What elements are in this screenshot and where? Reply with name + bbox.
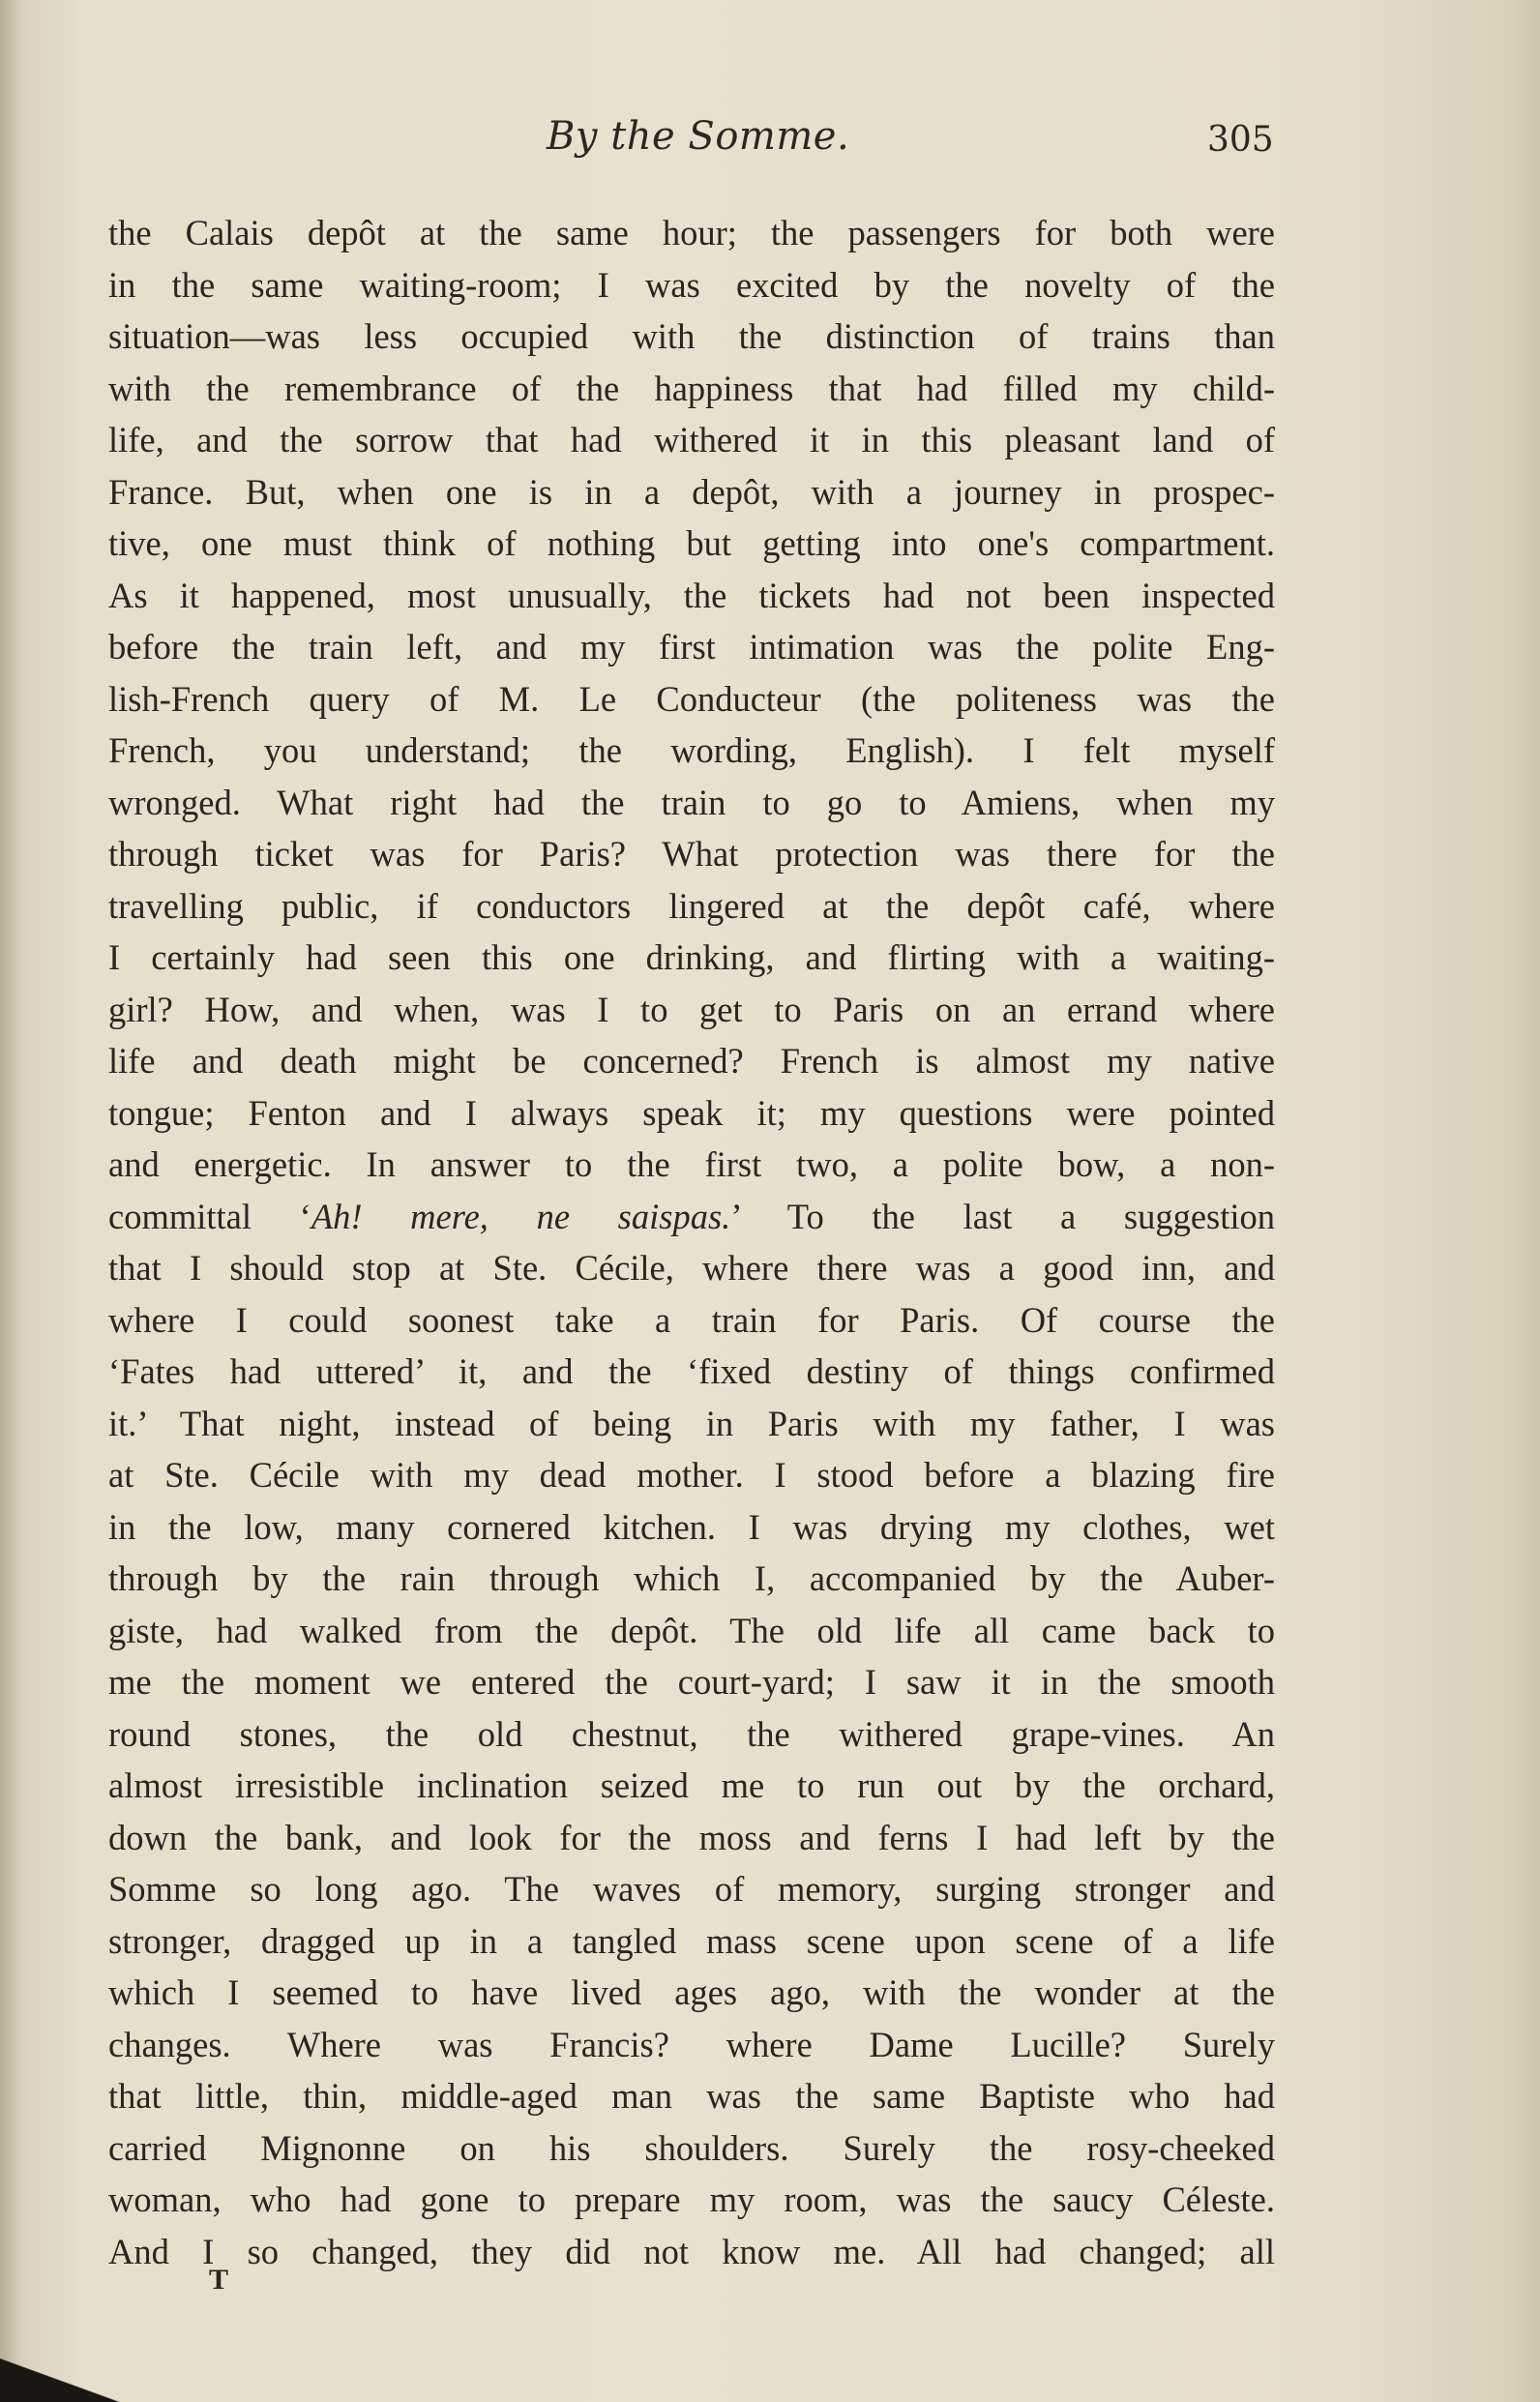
running-title: By the Somme.: [547, 114, 850, 159]
text-line: where I could soonest take a train for Paris. Of course the: [108, 1299, 1275, 1340]
text-line: the Calais depôt at the same hour; the passengers for both were: [108, 213, 1275, 252]
signature-mark: T: [209, 2264, 229, 2296]
text-line: at Ste. Cécile with my dead mother. I stood before a blazing fire: [108, 1455, 1275, 1495]
text-line: tive, one must think of nothing but getting into one's compartment.: [108, 523, 1275, 563]
text-line: As it happened, most unusually, the tickets had not been inspected: [108, 575, 1275, 615]
text-line: through ticket was for Paris? What protection was there for the: [108, 834, 1275, 874]
text-line: through by the rain through which I, accompanied by the Auber-: [108, 1558, 1275, 1598]
page-number: 305: [1207, 120, 1274, 160]
text-line: committal ‘Ah! mere, ne saispas.’ To the last a suggestion: [108, 1196, 1275, 1236]
text-line: travelling public, if conductors lingered at the depôt café, where: [108, 885, 1275, 926]
text-line: in the low, many cornered kitchen. I was drying my clothes, wet: [108, 1506, 1275, 1547]
text-line: life, and the sorrow that had withered it in this pleasant land of: [108, 420, 1275, 460]
text-line: girl? How, and when, was I to get to Paris on an errand where: [108, 989, 1275, 1029]
text-line: French, you understand; the wording, English). I felt myself: [108, 730, 1275, 770]
text-line: me the moment we entered the court-yard; I saw it in the smooth: [108, 1662, 1275, 1702]
text-line: life and death might be concerned? French is almost my native: [108, 1041, 1275, 1081]
running-head: [0, 114, 1540, 172]
text-line: stronger, dragged up in a tangled mass scene upon scene of a life: [108, 1920, 1275, 1961]
text-line: lish-French query of M. Le Conducteur (the politeness was the: [108, 678, 1275, 719]
text-line: that I should stop at Ste. Cécile, where there was a good inn, and: [108, 1248, 1275, 1288]
text-line: in the same waiting-room; I was excited by the novelty of the: [108, 264, 1275, 305]
text-line: down the bank, and look for the moss and ferns I had left by the: [108, 1817, 1275, 1857]
text-line: changes. Where was Francis? where Dame Lucille? Surely: [108, 2024, 1275, 2064]
italic-phrase: Ah! mere, ne saispas.: [311, 1196, 731, 1236]
text-line: ‘Fates had uttered’ it, and the ‘fixed destiny of things confirmed: [108, 1351, 1275, 1391]
text-line: almost irresistible inclination seized me to run out by the orchard,: [108, 1765, 1275, 1805]
text-line: I certainly had seen this one drinking, and flirting with a waiting-: [108, 937, 1275, 977]
gutter-shadow: [0, 0, 17, 2402]
text-line: that little, thin, middle-aged man was the same Baptiste who had: [108, 2076, 1275, 2116]
text-line: tongue; Fenton and I always speak it; my questions were pointed: [108, 1092, 1275, 1133]
text-line: France. But, when one is in a depôt, with a journey in prospec-: [108, 471, 1275, 512]
text-line: Somme so long ago. The waves of memory, surging stronger and: [108, 1869, 1275, 1909]
text-line: situation—was less occupied with the distinction of trains than: [108, 316, 1275, 356]
text-line: and energetic. In answer to the first two, a polite bow, a non-: [108, 1144, 1275, 1184]
text-line: it.’ That night, instead of being in Paris with my father, I was: [108, 1403, 1275, 1443]
text-line: carried Mignonne on his shoulders. Surely the rosy-cheeked: [108, 2127, 1275, 2168]
text-line: giste, had walked from the depôt. The old life all came back to: [108, 1610, 1275, 1650]
text-line: woman, who had gone to prepare my room, was the saucy Céleste.: [108, 2180, 1275, 2219]
text-line: with the remembrance of the happiness that had filled my child-: [108, 368, 1275, 408]
text-line: round stones, the old chestnut, the withered grape-vines. An: [108, 1713, 1275, 1754]
text-line: which I seemed to have lived ages ago, with the wonder at the: [108, 1972, 1275, 2012]
text-line: before the train left, and my first intimation was the polite Eng-: [108, 627, 1275, 667]
text-line: And I so changed, they did not know me. All had changed; all: [108, 2231, 1275, 2271]
body-text: [108, 207, 1275, 2277]
text-line: wronged. What right had the train to go to Amiens, when my: [108, 782, 1275, 822]
